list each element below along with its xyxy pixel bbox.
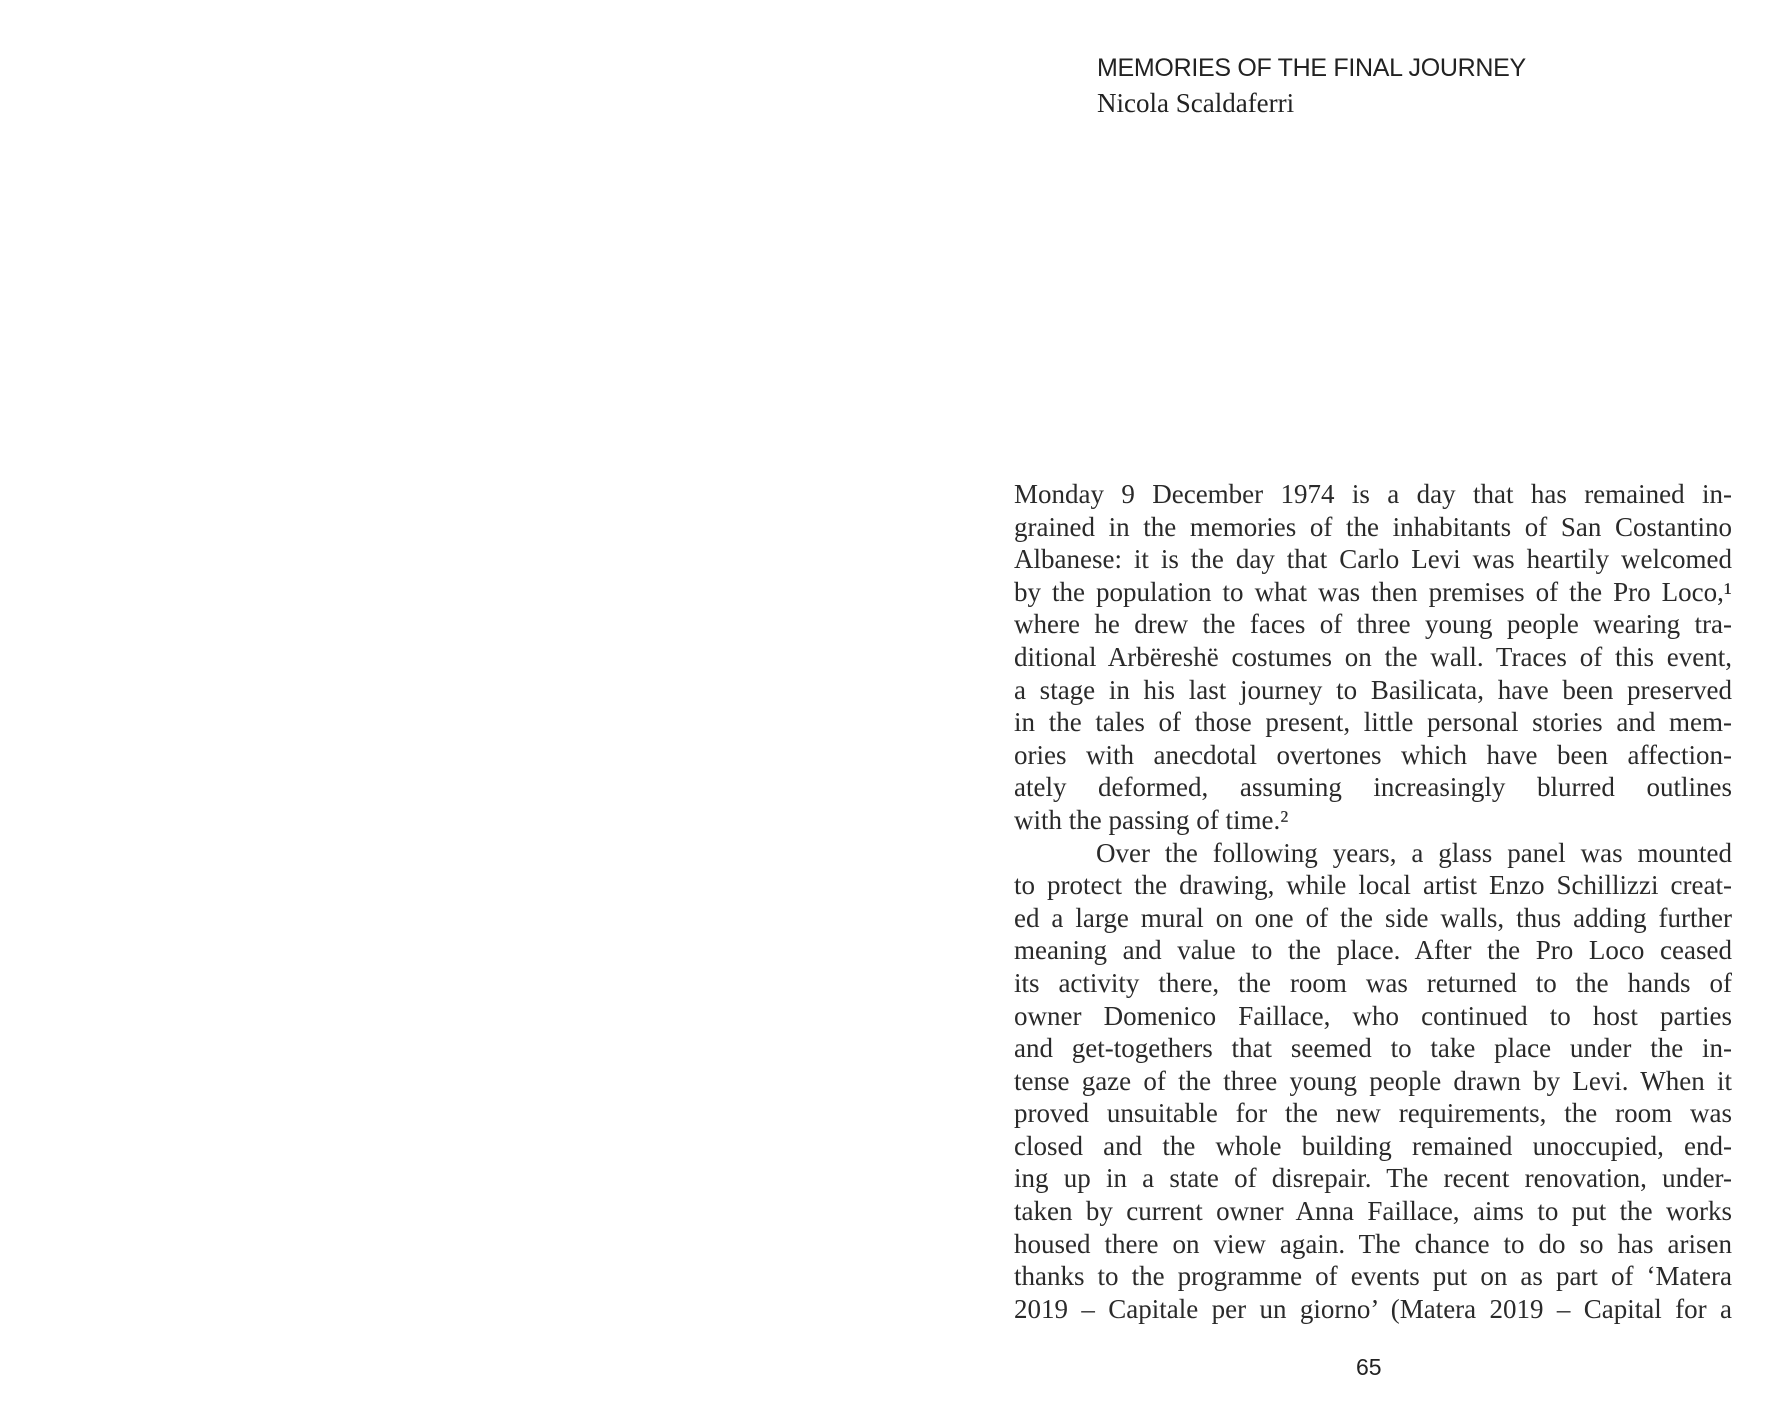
text-line: housed there on view again. The chance to do so has arisen [1014,1228,1732,1259]
text-line: in the tales of those present, little personal stories and mem- [1014,707,1732,738]
text-line: grained in the memories of the inhabitants of San Costantino [1014,511,1732,542]
text-line: by the population to what was then premises of the Pro Loco,¹ [1014,576,1732,607]
text-line: ing up in a state of disrepair. The recent renovation, under- [1014,1163,1732,1194]
author-name: Nicola Scaldaferri [1097,88,1295,118]
running-title: MEMORIES OF THE FINAL JOURNEY [1097,54,1526,82]
text-line: closed and the whole building remained unoccupied, end- [1014,1130,1732,1161]
text-line: and get-togethers that seemed to take place under the in- [1014,1033,1732,1064]
text-line: a stage in his last journey to Basilicata, have been preserved [1014,674,1732,705]
text-line: its activity there, the room was returned to the hands of [1014,967,1732,998]
text-line: with the passing of time.² [1014,804,1289,835]
text-line: ed a large mural on one of the side walls, thus adding further [1014,902,1732,933]
text-line: where he drew the faces of three young people wearing tra- [1014,609,1732,640]
text-line: proved unsuitable for the new requirements, the room was [1014,1098,1732,1129]
text-line: owner Domenico Faillace, who continued to host parties [1014,1000,1732,1031]
text-line: ately deformed, assuming increasingly blurred outlines [1014,772,1732,803]
text-line: ories with anecdotal overtones which have been affection- [1014,739,1732,770]
page-number: 65 [1356,1354,1382,1380]
text-line: tense gaze of the three young people drawn by Levi. When it [1014,1065,1732,1096]
text-line: taken by current owner Anna Faillace, aims to put the works [1014,1196,1732,1227]
text-line: meaning and value to the place. After the Pro Loco ceased [1014,935,1732,966]
body-text [1014,478,1732,1325]
text-line: thanks to the programme of events put on as part of ‘Matera [1014,1261,1732,1292]
text-line: 2019 – Capitale per un giorno’ (Matera 2019 – Capital for a [1014,1293,1732,1324]
text-line: Over the following years, a glass panel was mounted [1096,837,1732,868]
text-line: Albanese: it is the day that Carlo Levi was heartily welcomed [1014,544,1732,575]
text-line: to protect the drawing, while local artist Enzo Schillizzi creat- [1014,870,1732,901]
text-line: ditional Arbëreshë costumes on the wall. Traces of this event, [1014,641,1732,672]
text-line: Monday 9 December 1974 is a day that has remained in- [1014,479,1732,509]
